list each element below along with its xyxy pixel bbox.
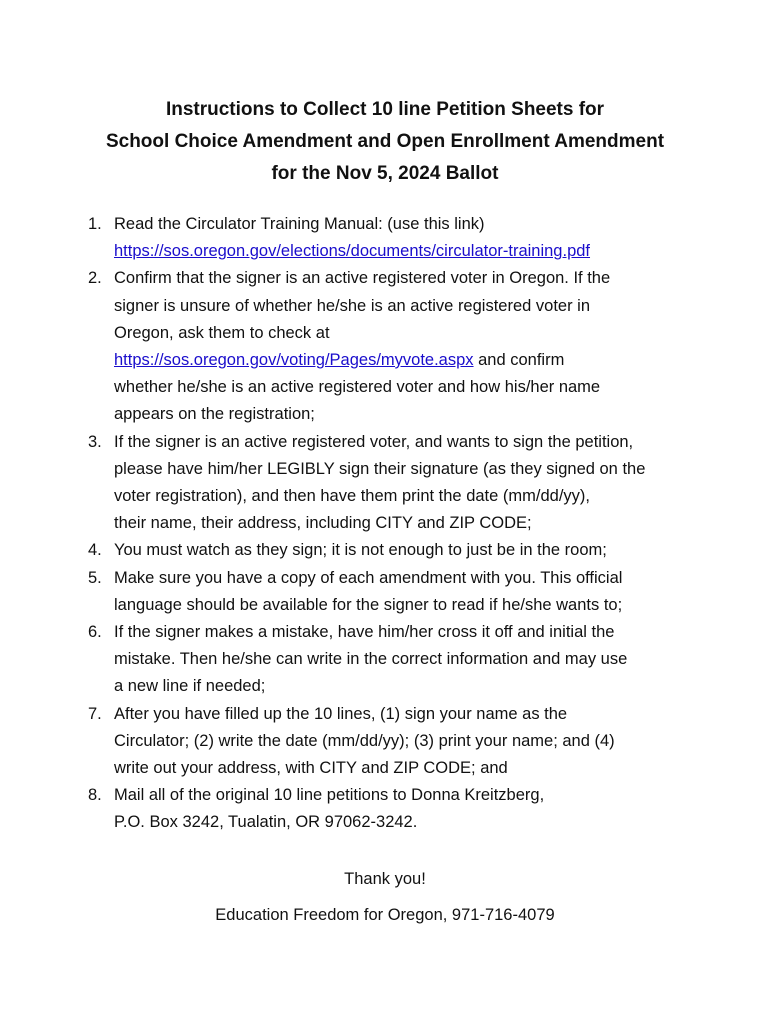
item-text: signer is unsure of whether he/she is an active registered voter in	[114, 296, 591, 315]
item-number: 6.	[88, 623, 102, 642]
item-text: a new line if needed;	[114, 677, 266, 696]
item-text: Oregon, ask them to check at	[114, 323, 330, 342]
item-text: Read the Circulator Training Manual: (use this link)	[114, 215, 485, 233]
item-number: 4.	[88, 541, 102, 560]
item-number: 7.	[88, 704, 102, 723]
list-item-5	[88, 565, 728, 619]
item-text: Circulator; (2) write the date (mm/dd/yy); (3) print your name; and (4)	[114, 731, 615, 750]
item-text: voter registration), and then have them print the date (mm/dd/yy),	[114, 487, 590, 506]
footer-contact: Education Freedom for Oregon, 971-716-4079	[215, 906, 555, 924]
item-text: Make sure you have a copy of each amendment with you. This official	[114, 568, 623, 587]
list-item-3	[88, 429, 728, 538]
list-item-1	[88, 211, 728, 265]
item-text: whether he/she is an active registered voter and how his/her name	[114, 378, 601, 397]
item-text: Mail all of the original 10 line petitions to Donna Kreitzberg,	[114, 786, 545, 805]
title-line-1: Instructions to Collect 10 line Petition Sheets for	[165, 99, 605, 120]
page-title	[0, 94, 770, 190]
list-item-6	[88, 619, 728, 701]
title-line-2: School Choice Amendment and Open Enrollment Amendment	[105, 131, 665, 152]
instructions-list	[88, 211, 728, 837]
item-number: 5.	[88, 568, 102, 587]
list-item-7	[88, 701, 728, 783]
item-text: write out your address, with CITY and ZIP CODE; and	[114, 759, 508, 778]
item-number: 3.	[88, 432, 102, 451]
thank-you-text: Thank you!	[344, 870, 426, 888]
circulator-training-link[interactable]: https://sos.oregon.gov/elections/documents/circulator-training.pdf	[114, 242, 591, 261]
item-text: and confirm	[473, 351, 565, 370]
item-text: Confirm that the signer is an active registered voter in Oregon. If the	[114, 269, 611, 288]
title-line-3: for the Nov 5, 2024 Ballot	[271, 163, 499, 184]
item-text: If the signer is an active registered voter, and wants to sign the petition,	[114, 432, 634, 451]
item-text: If the signer makes a mistake, have him/her cross it off and initial the	[114, 623, 615, 642]
item-text: P.O. Box 3242, Tualatin, OR 97062-3242.	[114, 813, 418, 832]
item-text: After you have filled up the 10 lines, (1) sign your name as the	[114, 704, 568, 723]
item-number: 1.	[88, 215, 102, 233]
list-item-2	[88, 265, 728, 428]
myvote-link[interactable]: https://sos.oregon.gov/voting/Pages/myvote.aspx	[114, 351, 474, 370]
item-text: mistake. Then he/she can write in the correct information and may use	[114, 650, 628, 669]
list-item-4	[88, 537, 728, 564]
item-text: please have him/her LEGIBLY sign their signature (as they signed on the	[114, 459, 646, 478]
item-text: appears on the registration;	[114, 405, 315, 424]
item-text: language should be available for the signer to read if he/she wants to;	[114, 595, 623, 614]
item-number: 2.	[88, 269, 102, 288]
list-item-8	[88, 782, 728, 836]
item-text: their name, their address, including CITY and ZIP CODE;	[114, 514, 532, 533]
item-number: 8.	[88, 786, 102, 805]
item-text: You must watch as they sign; it is not enough to just be in the room;	[114, 541, 607, 560]
